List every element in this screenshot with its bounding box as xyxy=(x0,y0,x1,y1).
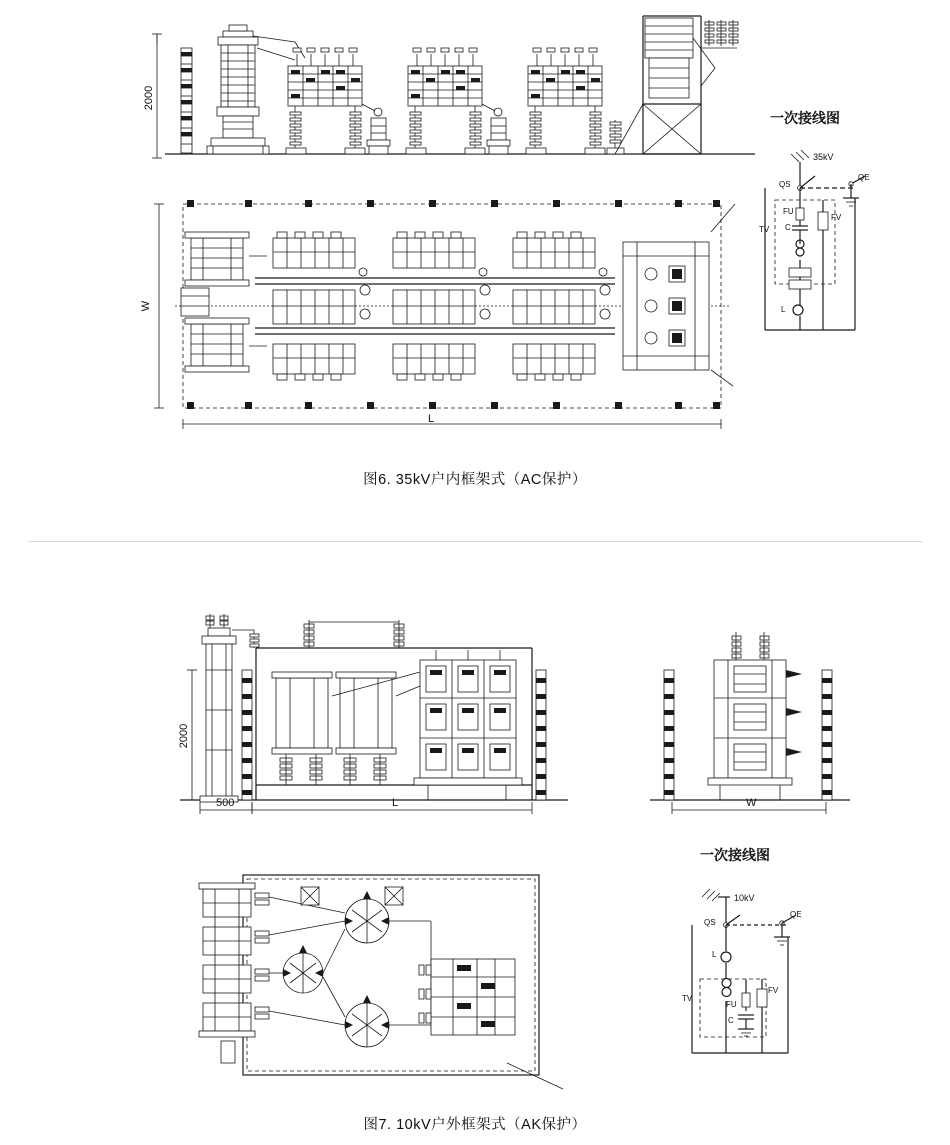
striped-post-left xyxy=(242,670,252,800)
dim-label-2000-fig7: 2000 xyxy=(178,723,191,749)
figure6-plan-view xyxy=(145,196,760,436)
tag-c-fig7: C xyxy=(728,1016,734,1025)
capacitor-bank-plan-group xyxy=(273,232,610,380)
reactor-column xyxy=(207,25,269,154)
dim-label-L-fig7: L xyxy=(392,797,399,809)
tank-left xyxy=(272,672,332,754)
capacitor-c xyxy=(785,220,808,236)
surge-arrester-elevation xyxy=(607,120,624,154)
earthing-switch-qe xyxy=(843,173,870,206)
arrester-fv xyxy=(818,200,842,240)
figure7-front-elevation xyxy=(180,600,570,830)
tag-tv-fig7: TV xyxy=(682,994,693,1003)
rack-side-view xyxy=(708,632,802,800)
striped-post-side-left xyxy=(664,670,674,800)
capacitor-c-fig7 xyxy=(728,1015,754,1036)
tag-qe-fig7: QE xyxy=(790,910,802,919)
tank-right xyxy=(336,672,396,754)
tag-l-fig7: L xyxy=(712,950,717,959)
figure6-schematic xyxy=(745,140,880,370)
figure6-caption: 图6. 35kV户内框架式（AC保护） xyxy=(363,472,587,488)
plan-bushings-left xyxy=(255,893,269,1019)
tag-qs: QS xyxy=(779,180,791,189)
dim-label-L-fig6: L xyxy=(428,413,435,425)
arrester-fv-fig7 xyxy=(757,979,779,1053)
figure7-schematic-title: 一次接线图 xyxy=(700,847,770,863)
figure7-schematic xyxy=(670,875,830,1090)
tag-fv-fig7: FV xyxy=(768,986,779,995)
striped-post-side-right xyxy=(822,670,832,800)
voltage-transformer-tv-fig7 xyxy=(682,979,731,1054)
dim-label-W-fig7: W xyxy=(746,797,757,809)
figure7-side-elevation xyxy=(650,600,850,830)
figure6-schematic-title: 一次接线图 xyxy=(770,110,840,126)
left-support-post xyxy=(181,48,192,153)
dimension-L-fig6 xyxy=(183,419,721,429)
figure6-elevation-view xyxy=(145,8,760,168)
right-frame-structure xyxy=(615,16,738,154)
tag-l: L xyxy=(781,305,786,314)
dim-label-2000-fig6: 2000 xyxy=(143,85,156,111)
figure7-caption: 图7. 10kV户外框架式（AK保护） xyxy=(363,1117,587,1133)
reactor-plan xyxy=(181,232,267,372)
figure7-plan-view xyxy=(195,865,585,1100)
section-divider xyxy=(28,541,922,542)
tank-insulators xyxy=(280,754,386,785)
tag-qs-fig7: QS xyxy=(704,918,716,927)
tag-fu: FU xyxy=(783,207,794,216)
fuse-fu xyxy=(783,200,804,220)
dim-label-500-fig7: 500 xyxy=(216,797,235,809)
deck-bushings xyxy=(304,620,404,648)
capacitor-bank-group xyxy=(286,48,605,154)
return-bus xyxy=(765,188,855,330)
capacitor-rack-fig7 xyxy=(414,650,522,800)
voltage-label-10kv: 10kV xyxy=(734,893,755,903)
tag-fu-fig7: FU xyxy=(726,1000,737,1009)
incoming-line-35kv xyxy=(791,150,834,188)
voltage-label-35kv: 35kV xyxy=(813,152,834,162)
voltage-transformer-tv xyxy=(759,225,811,306)
frame-plan xyxy=(623,204,735,386)
reactor-l xyxy=(781,305,803,330)
tag-c: C xyxy=(785,223,791,232)
tag-fv: FV xyxy=(831,213,842,222)
striped-post-right xyxy=(536,670,546,800)
dimension-W-fig6 xyxy=(154,204,164,408)
tag-tv: TV xyxy=(759,225,770,234)
leader-line xyxy=(507,1063,563,1089)
plan-small-devices xyxy=(301,887,403,905)
dim-label-W-fig6: W xyxy=(140,300,153,312)
capacitor-rack-plan xyxy=(419,959,515,1035)
reactor-plan-fig7 xyxy=(199,883,255,1063)
reactor-l-fig7 xyxy=(712,925,731,979)
tag-qe: QE xyxy=(858,173,870,182)
